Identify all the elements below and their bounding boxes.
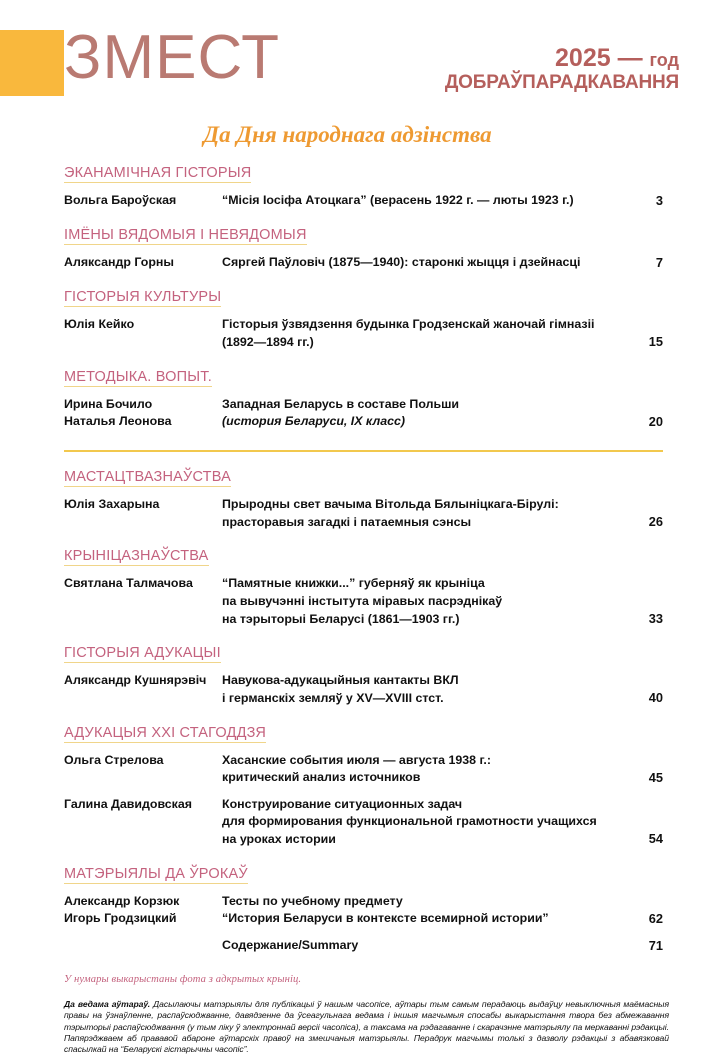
entry-title: [222, 796, 629, 849]
toc-entry[interactable]: [64, 254, 663, 272]
entry-title-line: Навукова-адукацыйныя кантакты ВКЛ: [222, 673, 459, 688]
year-word: год: [649, 50, 679, 70]
toc-entry[interactable]: [64, 316, 663, 351]
entry-title: [222, 937, 629, 955]
toc-entry[interactable]: [64, 752, 663, 787]
entry-title: [222, 254, 629, 272]
entry-title: [222, 575, 629, 628]
year-number: 2025 —: [555, 44, 650, 72]
toc-section: [64, 547, 663, 628]
toc-section: [64, 865, 663, 955]
section-heading[interactable]: МЕТОДЫКА. ВОПЫТ.: [64, 368, 212, 385]
entry-title-line: Сяргей Паўловіч (1875—1940): старонкі жыцця і дзейнасці: [222, 255, 581, 270]
entry-page-number: 45: [648, 769, 663, 785]
entry-authors: [64, 192, 222, 210]
authors-notice-body: Дасылаючы матэрыялы для публікацыі ў нашым часопісе, аўтары тым самым перадаюць выдаўцу невыключныя маёмасныя правы на ўзнаўленне, распаўсюджванне, давядзенне да ўсеагульнага ведама і іншыя магчымыя спосабы выкарыстання твора без абмежавання тэрыторыі распаўсюджвання (у тым ліку ў электроннай версіі часопіса), а таксама на рэдагаванне і скарачэнне матэрыялу па меркаванні рэдакцыі. Папярэджваем аб прававой абароне аўтарскіх правоў на змешчаныя матэрыялы. Перадрук магчымы толькі з дазволу рэдакцыі з абавязковай спасылкай на “Беларускі гістарычны часопіс”.: [64, 998, 669, 1055]
entry-authors: [64, 396, 222, 431]
entry-title: [222, 672, 629, 707]
author-name: Галина Давидовская: [64, 796, 192, 811]
masthead: [0, 0, 725, 112]
toc-entry[interactable]: [64, 496, 663, 531]
author-name: Ирина Бочило: [64, 396, 153, 411]
author-name: Юлія Захарына: [64, 497, 160, 512]
section-heading[interactable]: ГІСТОРЫЯ КУЛЬТУРЫ: [64, 289, 222, 306]
entry-page-number: 15: [648, 334, 663, 350]
entry-title: [222, 752, 629, 787]
entry-title-line: Прыродны свет вачыма Вітольда Бялыніцкага-Бірулі:: [222, 497, 559, 512]
toc-entry[interactable]: [64, 893, 663, 928]
toc-entry[interactable]: [64, 796, 663, 849]
entry-page-number: 54: [648, 831, 663, 847]
photo-credit-note: У нумары выкарыстаны фота з адкрытых крыніц.: [64, 973, 302, 985]
toc-section: [64, 644, 663, 707]
author-name: Святлана Талмачова: [64, 576, 193, 591]
entry-authors: [64, 752, 222, 770]
section-heading[interactable]: АДУКАЦЫЯ XXI СТАГОДДЗЯ: [64, 724, 267, 741]
toc-entry[interactable]: [64, 192, 663, 210]
toc-section: [64, 368, 663, 431]
entry-title: [222, 396, 629, 431]
entry-title: [222, 893, 629, 928]
author-name: Аляксандр Горны: [64, 255, 174, 270]
entry-page-number: 62: [648, 910, 663, 926]
entry-title: [222, 192, 629, 210]
author-name: Александр Корзюк: [64, 893, 180, 908]
entry-title-line: “Місія Іосіфа Атоцкага” (верасень 1922 г. — люты 1923 г.): [222, 193, 574, 207]
section-heading[interactable]: МАСТАЦТВАЗНАЎСТВА: [64, 469, 231, 486]
authors-notice: [64, 999, 669, 1056]
author-name: Аляксандр Кушнярэвіч: [64, 673, 207, 688]
section-divider: [64, 450, 663, 453]
author-name: Юлія Кейко: [64, 317, 135, 332]
section-heading[interactable]: ЭКАНАМІЧНАЯ ГІСТОРЫЯ: [64, 165, 252, 181]
entry-title-line: на тэрыторыі Беларусі (1861—1903 гг.): [222, 611, 460, 626]
entry-authors: [64, 672, 222, 690]
toc-entry[interactable]: [64, 672, 663, 707]
entry-subtitle-line: (история Беларуси, IX класс): [222, 414, 406, 429]
entry-title-line: “История Беларуси в контексте всемирной истории”: [222, 911, 549, 926]
entry-title-line: і германскіх земляў у XV—XVIII стст.: [222, 690, 444, 705]
author-name: Игорь Гродзицкий: [64, 911, 177, 926]
entry-page-number: 20: [648, 413, 663, 429]
accent-block: [0, 30, 64, 96]
year-line: [445, 44, 679, 72]
entry-authors: [64, 893, 222, 928]
entry-title-line: критический анализ источников: [222, 770, 421, 785]
page-title: ЗМЕСТ: [64, 23, 281, 92]
entry-title-line: па вывучэнні інстытута міравых пасрэднікаў: [222, 594, 503, 609]
toc-section: [64, 724, 663, 849]
entry-authors: [64, 496, 222, 514]
toc-entry[interactable]: [64, 396, 663, 431]
entry-title: [222, 496, 629, 531]
toc-entry[interactable]: [64, 575, 663, 628]
table-of-contents: [0, 164, 725, 955]
toc-section: [64, 226, 663, 272]
entry-authors: [64, 575, 222, 593]
author-name: Наталья Леонова: [64, 414, 172, 429]
year-banner: [445, 44, 679, 93]
entry-title-line: Тесты по учебному предмету: [222, 893, 403, 908]
entry-title-line: (1892—1894 гг.): [222, 334, 314, 349]
entry-title-line: “Памятные книжки...” губерняў як крыніца: [222, 576, 485, 591]
entry-title-line: Западная Беларусь в составе Польши: [222, 396, 460, 411]
toc-section: [64, 468, 663, 531]
entry-authors: [64, 254, 222, 272]
authors-notice-lead: Да ведама аўтараў.: [64, 998, 151, 1009]
toc-section: [64, 288, 663, 351]
entry-page-number: 33: [648, 611, 663, 627]
author-name: Ольга Стрелова: [64, 752, 164, 767]
entry-page-number: 3: [655, 193, 663, 208]
section-heading[interactable]: МАТЭРЫЯЛЫ ДА ЎРОКАЎ: [64, 865, 248, 882]
entry-page-number: 71: [648, 937, 663, 953]
entry-title: [222, 316, 629, 351]
entry-title-line: прасторавыя загадкі і патаемныя сэнсы: [222, 514, 472, 529]
section-heading[interactable]: ГІСТОРЫЯ АДУКАЦЫІ: [64, 645, 221, 662]
footnotes: [0, 974, 725, 1056]
section-heading[interactable]: ІМЁНЫ ВЯДОМЫЯ І НЕВЯДОМЫЯ: [64, 227, 307, 244]
entry-page-number: 7: [655, 255, 663, 271]
toc-entry[interactable]: [64, 937, 663, 955]
entry-authors: [64, 796, 222, 814]
year-subtitle: ДОБРАЎПАРАДКАВАННЯ: [444, 72, 679, 93]
entry-page-number: 40: [648, 690, 663, 706]
entry-page-number: 26: [648, 514, 663, 530]
entry-title-line: Хасанские события июля — августа 1938 г.:: [222, 752, 491, 767]
theme-subtitle: Да Дня народнага адзінства: [203, 122, 492, 147]
author-name: Вольга Бароўская: [64, 193, 177, 207]
entry-title-line: Конструирование ситуационных задач: [222, 796, 463, 811]
entry-title-line: Гісторыя ўзвядзення будынка Гродзенскай жаночай гімназіі: [222, 317, 595, 332]
toc-section: [64, 164, 663, 210]
entry-title-line: на уроках истории: [222, 831, 336, 846]
entry-authors: [64, 316, 222, 334]
entry-title-line: для формирования функциональной грамотности учащихся: [222, 814, 597, 829]
section-heading[interactable]: КРЫНІЦАЗНАЎСТВА: [64, 548, 209, 565]
entry-title-line: Содержание/Summary: [222, 937, 359, 952]
